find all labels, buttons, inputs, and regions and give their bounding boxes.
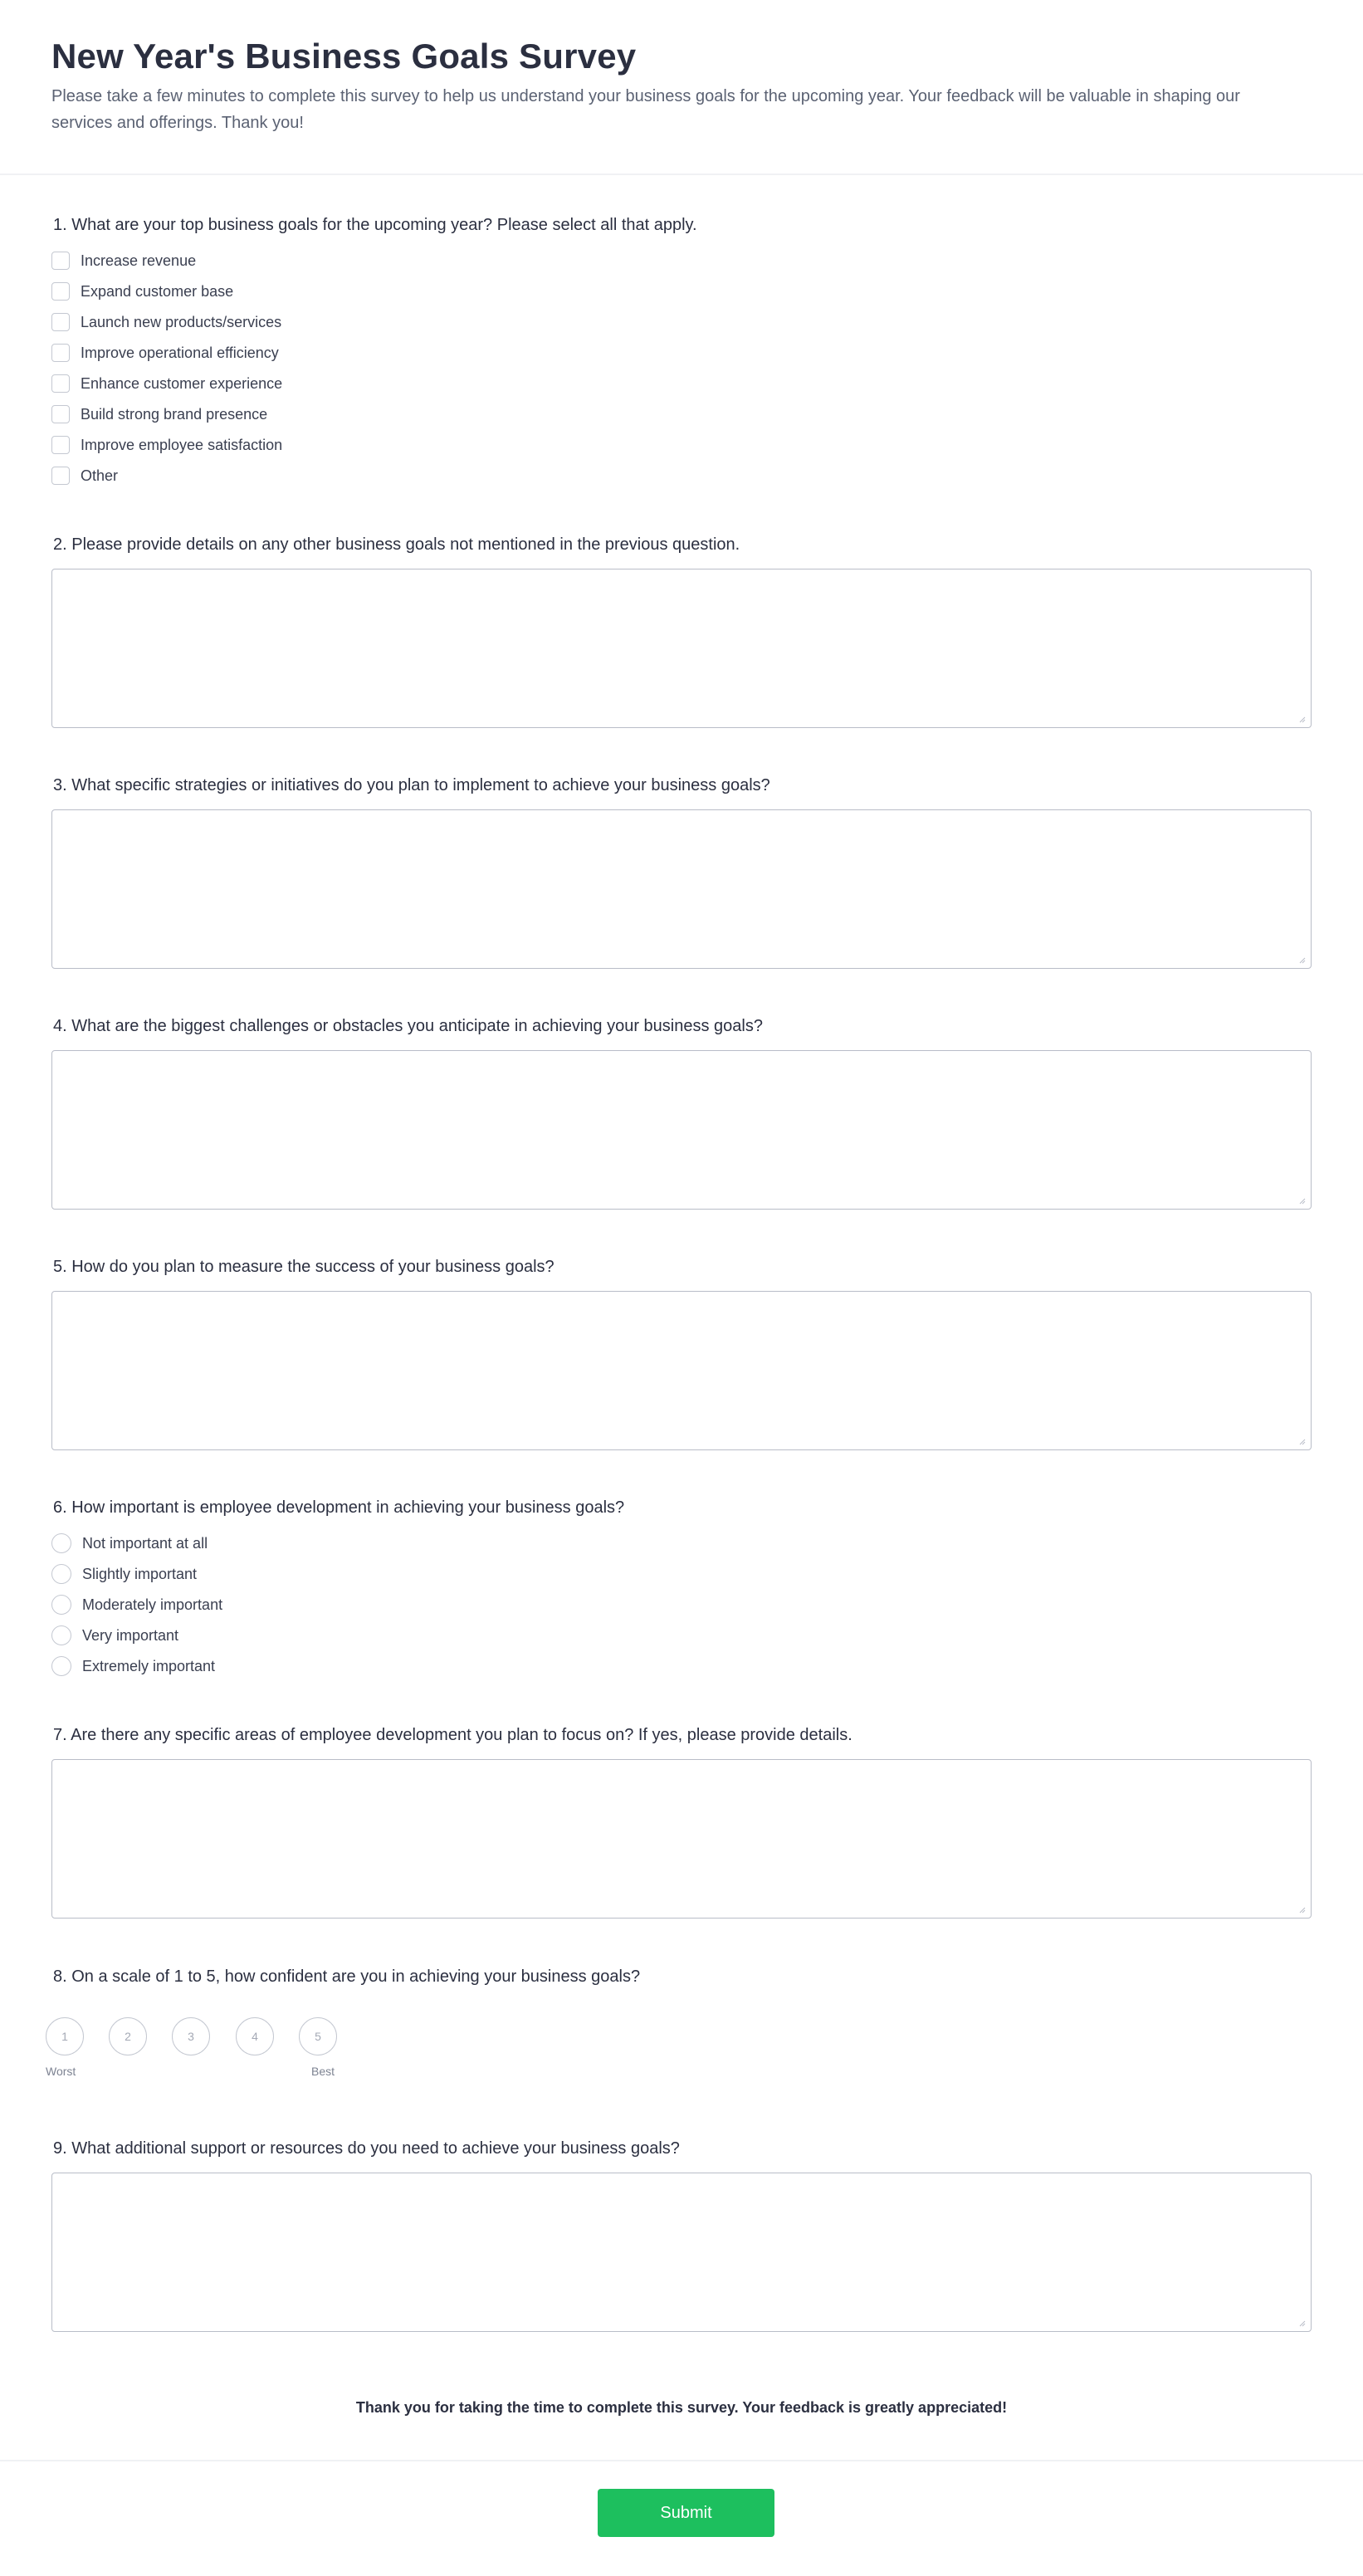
radio-icon[interactable]: [51, 1656, 71, 1676]
radio-option[interactable]: [51, 1594, 222, 1615]
radio-icon[interactable]: [51, 1533, 71, 1553]
scale-option-4[interactable]: 4: [236, 2017, 274, 2055]
question-9-label: 9. What additional support or resources do you need to achieve your business goals?: [53, 2139, 680, 2158]
checkbox-option[interactable]: [51, 434, 282, 456]
radio-label: Very important: [82, 1626, 179, 1644]
radio-label: Extremely important: [82, 1657, 216, 1674]
radio-option[interactable]: [51, 1625, 178, 1646]
question-1-label: 1. What are your top business goals for the upcoming year? Please select all that apply.: [53, 216, 697, 234]
checkbox-option[interactable]: [51, 465, 118, 486]
survey-title: New Year's Business Goals Survey: [51, 37, 637, 76]
checkbox-label: Expand customer base: [81, 282, 234, 300]
checkbox-option[interactable]: [51, 403, 267, 425]
radio-label: Slightly important: [82, 1565, 198, 1582]
checkbox-icon[interactable]: [51, 252, 70, 270]
checkbox-label: Launch new products/services: [81, 313, 282, 330]
scale-option-2[interactable]: 2: [109, 2017, 147, 2055]
checkbox-option[interactable]: [51, 342, 279, 364]
submit-button[interactable]: Submit: [598, 2489, 774, 2537]
question-2-label: 2. Please provide details on any other business goals not mentioned in the previous question.: [53, 535, 740, 554]
checkbox-icon[interactable]: [51, 282, 70, 301]
radio-label: Moderately important: [82, 1596, 223, 1613]
scale-option-3[interactable]: 3: [172, 2017, 210, 2055]
scale-max-label: Best: [311, 2065, 335, 2078]
question-7-textarea[interactable]: [51, 1759, 1312, 1919]
radio-option[interactable]: [51, 1532, 208, 1554]
checkbox-icon[interactable]: [51, 405, 70, 423]
checkbox-icon[interactable]: [51, 313, 70, 331]
checkbox-icon[interactable]: [51, 436, 70, 454]
question-4-label: 4. What are the biggest challenges or obstacles you anticipate in achieving your business goals?: [53, 1017, 763, 1035]
question-4-textarea[interactable]: [51, 1050, 1312, 1210]
checkbox-label: Other: [81, 467, 119, 484]
radio-icon[interactable]: [51, 1595, 71, 1615]
question-6-label: 6. How important is employee development in achieving your business goals?: [53, 1498, 625, 1517]
scale-option-1[interactable]: 1: [46, 2017, 84, 2055]
checkbox-icon[interactable]: [51, 374, 70, 393]
radio-icon[interactable]: [51, 1564, 71, 1584]
checkbox-option[interactable]: [51, 373, 282, 394]
radio-icon[interactable]: [51, 1625, 71, 1645]
radio-label: Not important at all: [82, 1534, 208, 1552]
closing-message: Thank you for taking the time to complete this survey. Your feedback is greatly appreciated!: [355, 2399, 1008, 2416]
question-8-label: 8. On a scale of 1 to 5, how confident are you in achieving your business goals?: [53, 1967, 641, 1986]
checkbox-label: Increase revenue: [81, 252, 197, 269]
question-9-textarea[interactable]: [51, 2173, 1312, 2332]
checkbox-icon[interactable]: [51, 467, 70, 485]
checkbox-icon[interactable]: [51, 344, 70, 362]
scale-option-5[interactable]: 5: [299, 2017, 337, 2055]
scale-min-label: Worst: [46, 2065, 76, 2078]
checkbox-label: Improve employee satisfaction: [81, 436, 283, 453]
question-3-label: 3. What specific strategies or initiatives do you plan to implement to achieve your business goals?: [53, 776, 770, 794]
radio-option[interactable]: [51, 1655, 215, 1677]
question-3-textarea[interactable]: [51, 809, 1312, 969]
checkbox-option[interactable]: [51, 281, 233, 302]
checkbox-option[interactable]: [51, 311, 281, 333]
survey-description: Please take a few minutes to complete this survey to help us understand your business goals for the upcoming year. Your feedback will be valuable in shaping our services and offerings. Thank you!: [51, 87, 1240, 132]
question-2-textarea[interactable]: [51, 569, 1312, 728]
checkbox-label: Build strong brand presence: [81, 405, 268, 423]
checkbox-option[interactable]: [51, 250, 196, 271]
radio-option[interactable]: [51, 1563, 197, 1585]
checkbox-label: Enhance customer experience: [81, 374, 283, 392]
checkbox-label: Improve operational efficiency: [81, 344, 279, 361]
question-7-label: 7. Are there any specific areas of employee development you plan to focus on? If yes, please provide details.: [53, 1726, 852, 1744]
question-5-textarea[interactable]: [51, 1291, 1312, 1450]
question-5-label: 5. How do you plan to measure the success of your business goals?: [53, 1258, 554, 1276]
